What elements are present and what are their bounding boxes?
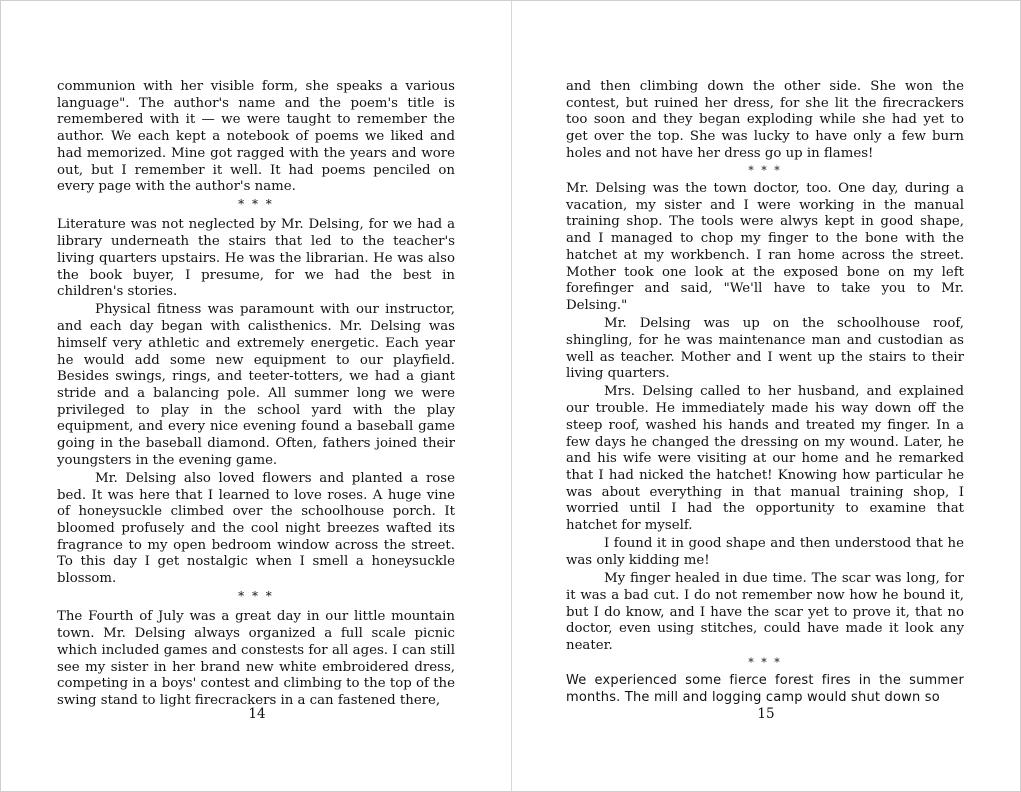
page-number: 14: [248, 706, 266, 722]
right-page-text: [566, 79, 964, 708]
left-page-text: [57, 79, 455, 711]
paragraph: and then climbing down the other side. She won the contest, but ruined her dress, for she lit the firecrackers too soon and they began exploding while she had yet to get over the top. She was lucky to have only a few burn holes and not have her dress go up in flames!: [566, 79, 964, 161]
paragraph: The Fourth of July was a great day in our little mountain town. Mr. Delsing always organized a full scale picnic which included games and constests for all ages. I can still see my sister in her brand new white embroidered dress, competing in a boys' contest and climbing to the top of the swing stand to light firecrackers in a can fastened there,: [57, 609, 455, 708]
paragraph: We experienced some fierce forest fires in the summer months. The mill and logging camp would shut down so: [566, 673, 964, 705]
paragraph: Mr. Delsing was the town doctor, too. One day, during a vacation, my sister and I were working in the manual training shop. The tools were alwys kept in good shape, and I managed to chop my finger to the bone with the hatchet at my workbench. I ran home across the street. Mother took one look at the exposed bone on my left forefinger and said, "We'll have to take you to Mr. Delsing.": [566, 181, 964, 313]
section-separator: * * *: [238, 197, 274, 212]
section-separator: * * *: [748, 164, 782, 178]
paragraph: Mrs. Delsing called to her husband, and explained our trouble. He immediately made his way down off the steep roof, washed his hands and treated my finger. In a few days he changed the dressing on my wound. Later, he and his wife were visiting at our home and he remarked that I had nicked the hatchet! Knowing how particular he was about everything in that manual training shop, I worried until I had the opportunity to examine that hatchet for myself.: [566, 384, 964, 534]
right-page: [512, 1, 1020, 791]
paragraph: Physical fitness was paramount with our instructor, and each day began with calisthenics. Mr. Delsing was himself very athletic and extremely energetic. Each year he would add some new equipment to our playfield. Besides swings, rings, and teeter-totters, we had a giant stride and a balancing pole. All summer long we were privileged to play in the school yard with the play equipment, and every nice evening found a baseball game going in the baseball diamond. Often, fathers joined their youngsters in the evening game.: [57, 302, 455, 468]
paragraph: I found it in good shape and then understood that he was only kidding me!: [566, 536, 964, 568]
paragraph: Mr. Delsing was up on the schoolhouse roof, shingling, for he was maintenance man and custodian as well as teacher. Mother and I went up the stairs to their living quarters.: [566, 316, 964, 382]
page-number: 15: [757, 706, 775, 722]
section-separator: * * *: [238, 589, 274, 604]
section-separator: * * *: [748, 656, 782, 670]
paragraph: communion with her visible form, she speaks a various language". The author's name and the poem's title is remembered with it — we were taught to remember the author. We each kept a notebook of poems we liked and had memorized. Mine got ragged with the years and wore out, but I remember it well. It had poems penciled on every page with the author's name.: [57, 79, 455, 195]
left-page: [1, 1, 511, 791]
paragraph: My finger healed in due time. The scar was long, for it was a bad cut. I do not remember now how he bound it, but I do know, and I have the scar yet to prove it, that no doctor, even using stitches, could have made it look any neater.: [566, 571, 964, 653]
paragraph: Literature was not neglected by Mr. Delsing, for we had a library underneath the stairs that led to the teacher's living quarters upstairs. He was the librarian. He was also the book buyer, I presume, for we had the best in children's stories.: [57, 217, 455, 300]
paragraph: Mr. Delsing also loved flowers and planted a rose bed. It was here that I learned to love roses. A huge vine of honeysuckle climbed over the schoolhouse porch. It bloomed profusely and the cool night breezes wafted its fragrance to my open bedroom window across the street. To this day I get nostalgic when I smell a honeysuckle blossom.: [57, 470, 455, 587]
